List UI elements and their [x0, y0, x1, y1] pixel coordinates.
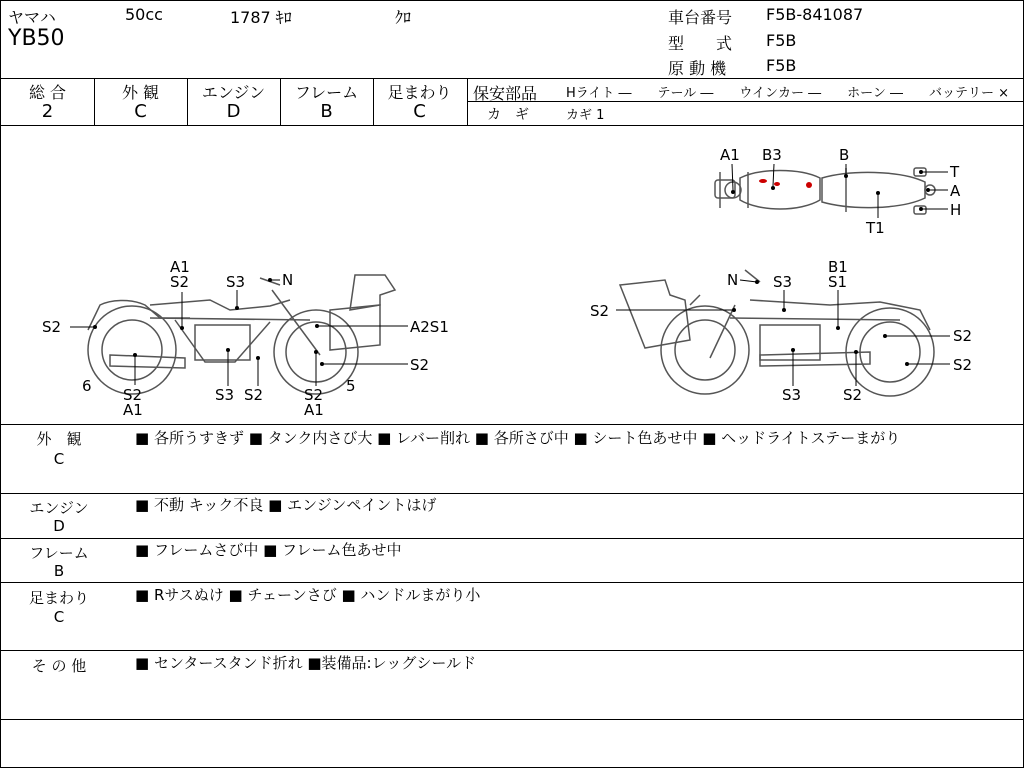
- grade-frame-value: B: [320, 101, 333, 122]
- rust-marks: [759, 179, 812, 188]
- diagram-label: T: [950, 163, 960, 181]
- rule: [467, 101, 1024, 102]
- rule: [467, 78, 468, 125]
- section-frame-grade: B: [53, 562, 65, 580]
- diagram-label: S2: [170, 273, 190, 291]
- damage-diagram: [0, 126, 1024, 424]
- maker: ヤマハ: [8, 8, 56, 27]
- diagram-label: S3: [226, 273, 246, 291]
- grade-suspension-label: 足まわり: [387, 83, 452, 102]
- diagram-label: S2: [244, 386, 264, 404]
- diagram-label: T1: [866, 219, 885, 237]
- rule: [0, 719, 1024, 720]
- diagram-label: S2: [590, 302, 610, 320]
- diagram-label: N: [282, 271, 294, 289]
- section-exterior-label: 外 観: [36, 430, 82, 448]
- diagram-label: S2: [42, 318, 62, 336]
- section-engine-grade: D: [53, 517, 65, 535]
- grade-engine-value: D: [226, 101, 241, 122]
- diagram-label: S2: [953, 327, 973, 345]
- diagram-label: S2: [304, 386, 324, 404]
- key-value: カギ 1: [566, 108, 605, 123]
- engine-value: F5B: [766, 56, 797, 75]
- frame-no: F5B-841087: [766, 5, 864, 24]
- key-label: カ ギ: [487, 107, 529, 123]
- section-exterior-grade: C: [53, 450, 65, 468]
- diagram-label: S3: [782, 386, 802, 404]
- diagram-label: A: [950, 182, 961, 200]
- diagram-label: S1: [828, 273, 848, 291]
- rule: [0, 650, 1024, 651]
- section-other-label: そ の 他: [31, 657, 87, 675]
- rule: [0, 424, 1024, 425]
- rule: [0, 582, 1024, 583]
- diagram-label: A1: [170, 258, 190, 276]
- section-suspension-grade: C: [53, 608, 65, 626]
- safety-label: 保安部品: [473, 84, 538, 103]
- diagram-label: S2: [410, 356, 430, 374]
- mileage: 1787 ｷﾛ: [230, 8, 292, 27]
- displacement: 50cc: [125, 5, 163, 24]
- type-value: F5B: [766, 31, 797, 50]
- grade-exterior-label: 外 観: [121, 83, 160, 102]
- section-frame-text: ■ フレームさび中 ■ フレーム色あせ中: [135, 541, 402, 559]
- section-engine-text: ■ 不動 キック不良 ■ エンジンペイントはげ: [135, 496, 437, 514]
- diagram-label: S2: [843, 386, 863, 404]
- diagram-label: 6: [82, 377, 92, 395]
- grade-suspension-value: C: [413, 101, 426, 122]
- diagram-label: B3: [762, 146, 782, 164]
- grade-overall-label: 総 合: [28, 83, 67, 102]
- diagram-label: 5: [346, 377, 356, 395]
- diagram-label: A1: [720, 146, 740, 164]
- grade-engine-label: エンジン: [201, 83, 266, 102]
- diagram-label: A1: [123, 401, 143, 419]
- rule: [0, 78, 1024, 79]
- section-suspension-label: 足まわり: [28, 589, 89, 607]
- frame-no-label: 車台番号: [668, 8, 733, 27]
- diagram-label: S2: [953, 356, 973, 374]
- diagram-label: B: [839, 146, 850, 164]
- diagram-label: H: [950, 201, 962, 219]
- model-name: YB50: [8, 26, 65, 51]
- grade-exterior-value: C: [134, 101, 147, 122]
- diagram-label: A2S1: [410, 318, 449, 336]
- top-view-drawing: [715, 168, 935, 214]
- diagram-label: S2: [123, 386, 143, 404]
- damage-markers: [93, 170, 930, 366]
- section-suspension-text: ■ Rサスぬけ ■ チェーンさび ■ ハンドルまがり小: [135, 586, 481, 604]
- color: ｸﾛ: [395, 8, 412, 27]
- safety-items: Hライト ― テール ― ウインカー ― ホーン ― バッテリー ×: [566, 86, 1010, 101]
- section-frame-label: フレーム: [29, 544, 89, 562]
- grade-overall-value: 2: [41, 101, 54, 122]
- section-exterior-text: ■ 各所うすきず ■ タンク内さび大 ■ レバー削れ ■ 各所さび中 ■ シート色あせ中 ■ ヘッドライトステーまがり: [135, 429, 901, 447]
- section-other-text: ■ センタースタンド折れ ■装備品:レッグシールド: [135, 654, 477, 672]
- diagram-label: B1: [828, 258, 848, 276]
- type-label: 型 式: [668, 34, 733, 53]
- diagram-label: A1: [304, 401, 324, 419]
- diagram-label: N: [727, 271, 739, 289]
- diagram-label: S3: [215, 386, 235, 404]
- section-engine-label: エンジン: [29, 499, 89, 517]
- engine-label: 原 動 機: [668, 59, 727, 78]
- diagram-label: S3: [773, 273, 793, 291]
- grade-frame-label: フレーム: [294, 83, 359, 102]
